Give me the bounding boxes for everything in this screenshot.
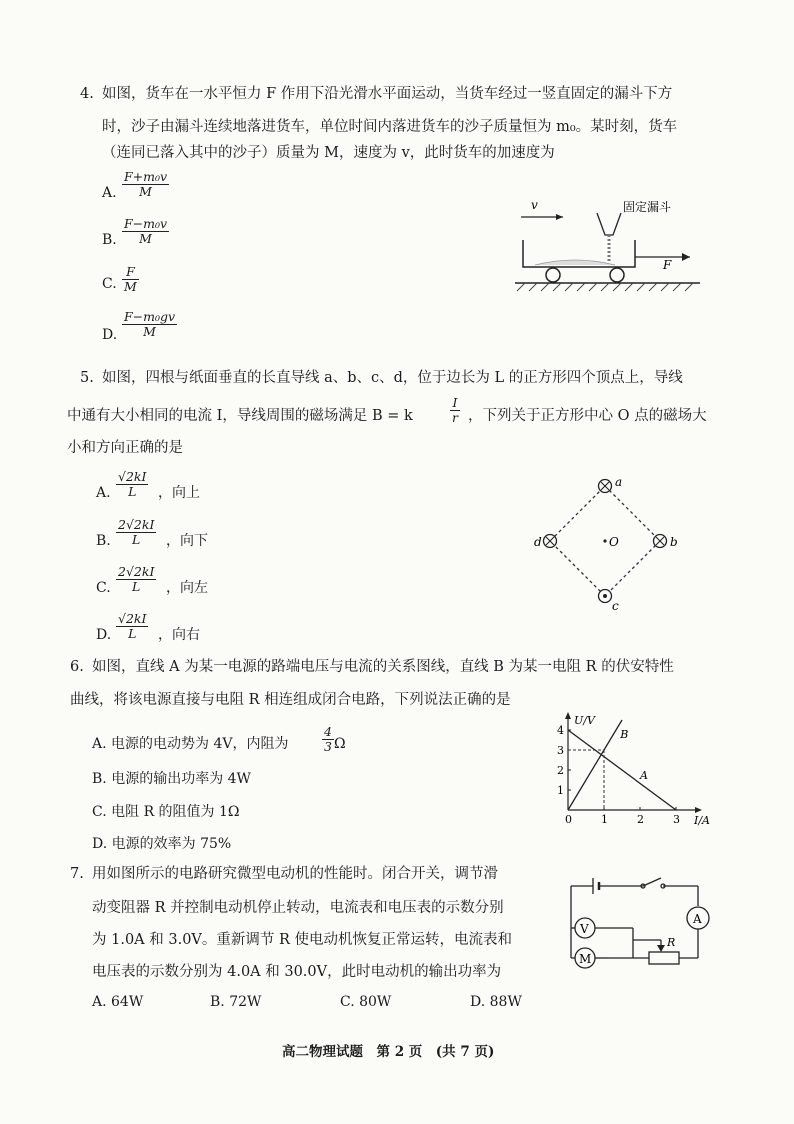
q5-option-b-fraction: $\frac{2√2kI}{L}$ [118, 517, 155, 547]
q7-option-c: C. 80W [340, 994, 392, 1010]
q7-number: 7. [70, 866, 84, 882]
chart-series-label-A: A [640, 769, 648, 782]
q4-option-a-fraction: $\frac{\text{F+m₀v}}{M}$ [124, 169, 168, 199]
q4-option-c-letter: C. [102, 276, 117, 292]
q6-option-c: C. 电阻 R 的阻值为 1Ω [92, 804, 240, 820]
page-footer: 高二物理试题 第 2 页 (共 7 页) [282, 1044, 495, 1060]
q4-fig-funnel-label: 固定漏斗 [623, 200, 672, 214]
q5-number: 5. [80, 370, 94, 386]
q6-option-a-fraction: $\frac{4}{3}$ [324, 724, 332, 754]
q5-option-d-fraction: $\frac{√2kI}{L}$ [118, 611, 147, 641]
q6-option-a: A. 电源的电动势为 4V，内阻为 [92, 736, 289, 752]
q5-text-line2b: ，下列关于正方形中心 O 点的磁场大 [468, 408, 707, 424]
q5-b-formula-fraction: $\frac{I}{r}$ [452, 395, 458, 425]
chart-x-tick-label: 0 [565, 813, 572, 826]
q7-fig-rheostat-label: R [667, 936, 676, 949]
q5-option-c-direction: ，向左 [166, 580, 208, 596]
q5-option-b-direction: ，向下 [166, 533, 208, 549]
q4-fig-f-label: F [663, 258, 672, 272]
q6-option-d: D. 电源的效率为 75% [92, 836, 232, 852]
chart-y-tick-label: 4 [557, 724, 564, 737]
chart-series-line-A [568, 730, 676, 810]
chart-x-tick-label: 2 [637, 813, 644, 826]
q4-text-line1: 如图，货车在一水平恒力 F 作用下沿光滑水平面运动，当货车经过一竖直固定的漏斗下方 [102, 86, 673, 102]
q5-text-line1: 如图，四根与纸面垂直的长直导线 a、b、c、d，位于边长为 L 的正方形四个顶点上，导线 [102, 370, 683, 386]
q4-option-b-letter: B. [102, 232, 117, 248]
q5-text-line2a: 中通有大小相同的电流 I，导线周围的磁场满足 B = k [67, 408, 413, 424]
q7-text-line3: 为 1.0A 和 3.0V。重新调节 R 使电动机恢复正常运转，电流表和 [92, 932, 513, 948]
q5-option-c-letter: C. [96, 580, 111, 596]
q7-text-line4: 电压表的示数分别为 4.0A 和 30.0V，此时电动机的输出功率为 [92, 964, 502, 980]
q5-option-d-direction: ，向右 [158, 627, 200, 643]
q7-option-d: D. 88W [470, 994, 522, 1010]
q5-option-b-letter: B. [96, 533, 111, 549]
q6-chart [550, 712, 725, 830]
q4-option-d-fraction: $\frac{\text{F−m₀gv}}{M}$ [124, 309, 176, 339]
q5-fig-label-a: a [615, 475, 623, 489]
q5-fig-label-o: O [609, 535, 619, 549]
q4-option-b-fraction: $\frac{\text{F−m₀v}}{M}$ [124, 216, 168, 246]
chart-x-tick-label: 1 [601, 813, 608, 826]
q5-option-d-letter: D. [96, 627, 112, 643]
q5-fig-label-b: b [670, 535, 678, 549]
q4-figure-truck [505, 195, 710, 295]
chart-series-line-B [568, 720, 622, 810]
q5-option-a-direction: ，向上 [158, 485, 200, 501]
q7-fig-voltmeter-label: V [580, 922, 589, 936]
q6-option-b: B. 电源的输出功率为 4W [92, 771, 251, 787]
q6-option-a-unit: Ω [334, 736, 346, 752]
q6-number: 6. [70, 659, 84, 675]
chart-x-label: I/A [694, 814, 710, 827]
q6-text-line1: 如图，直线 A 为某一电源的路端电压与电流的关系图线，直线 B 为某一电阻 R 的伏安特性 [92, 659, 674, 675]
q5-fig-label-c: c [612, 599, 619, 613]
q5-fig-label-d: d [534, 535, 542, 549]
q4-text-line2: 时，沙子由漏斗连续地落进货车，单位时间内落进货车的沙子质量恒为 m₀。某时刻，货车 [102, 119, 678, 135]
q5-option-a-letter: A. [96, 485, 111, 501]
q4-number: 4. [80, 86, 94, 102]
q5-option-a-fraction: $\frac{√2kI}{L}$ [118, 469, 147, 499]
chart-x-tick-label: 3 [673, 813, 680, 826]
q7-fig-ammeter-label: A [693, 912, 702, 926]
q4-text-line3: （连同已落入其中的沙子）质量为 M，速度为 v，此时货车的加速度为 [102, 145, 555, 161]
q7-figure-circuit [563, 872, 723, 977]
q5-option-c-fraction: $\frac{2√2kI}{L}$ [118, 564, 155, 594]
chart-series-label-B: B [620, 728, 629, 741]
q7-option-a: A. 64W [92, 994, 144, 1010]
q7-text-line1: 用如图所示的电路研究微型电动机的性能时。闭合开关，调节滑 [92, 866, 498, 882]
q5-text-line3: 小和方向正确的是 [67, 440, 183, 456]
q4-option-c-fraction: $\frac{F}{M}$ [124, 264, 137, 294]
chart-y-tick-label: 2 [557, 764, 564, 777]
q7-option-b: B. 72W [210, 994, 262, 1010]
q4-fig-v-label: v [531, 198, 538, 212]
chart-y-tick-label: 1 [557, 784, 564, 797]
chart-y-label: U/V [574, 714, 595, 727]
chart-x-arrow [695, 807, 702, 813]
q5-figure-square [530, 470, 700, 620]
q4-option-a-letter: A. [102, 185, 117, 201]
chart-y-tick-label: 3 [557, 744, 564, 757]
q7-text-line2: 动变阻器 R 并控制电动机停止转动，电流表和电压表的示数分别 [92, 900, 504, 916]
q6-text-line2: 曲线，将该电源直接与电阻 R 相连组成闭合电路，下列说法正确的是 [70, 692, 511, 708]
q4-option-d-letter: D. [102, 327, 118, 343]
chart-y-arrow [565, 712, 571, 719]
q7-fig-motor-label: M [579, 952, 592, 966]
